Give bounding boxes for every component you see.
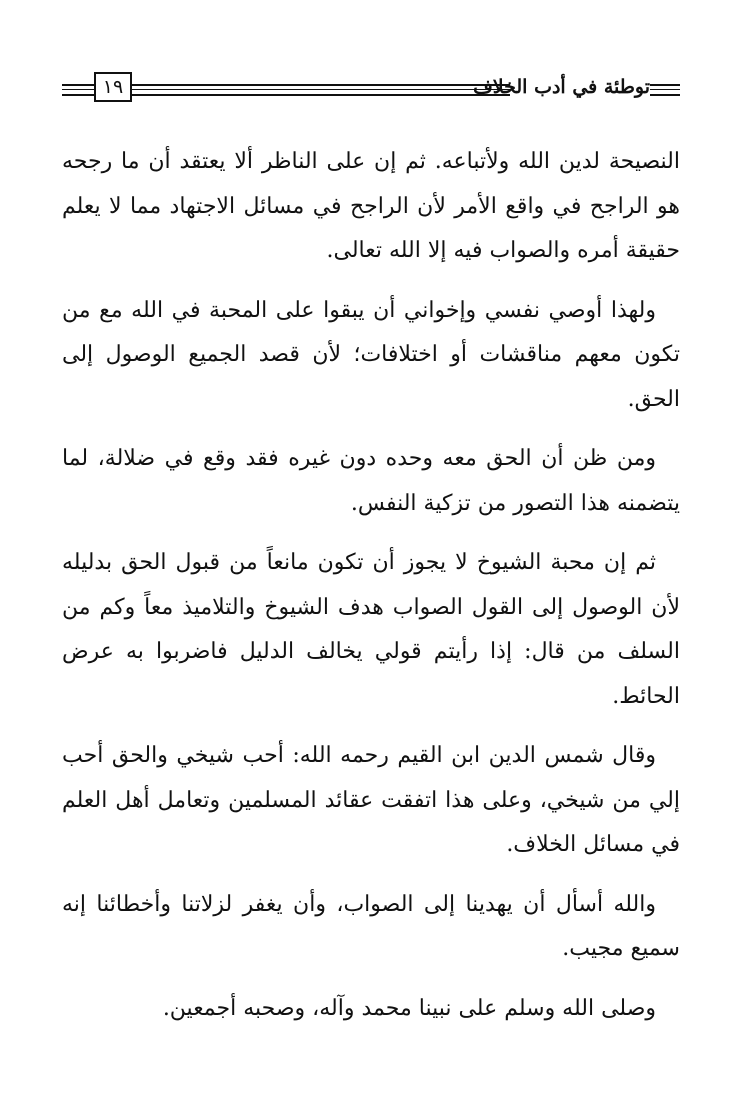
paragraph: والله أسأل أن يهدينا إلى الصواب، وأن يغفر لزلاتنا وأخطائنا إنه سميع مجيب. [62, 891, 680, 961]
page-body [62, 140, 680, 1046]
page-header [62, 72, 680, 106]
header-rule-middle [132, 84, 510, 96]
paragraph: ثم إن محبة الشيوخ لا يجوز أن تكون مانعاً من قبول الحق بدليله لأن الوصول إلى القول الصواب هدف الشيوخ والتلاميذ معاً وكم من السلف من قال: إذا رأيتم قولي يخالف الدليل فاضربوا به عرض الحائط. [62, 550, 680, 709]
header-rule-right [650, 84, 680, 96]
header-rule-left [62, 84, 94, 96]
paragraph: وقال شمس الدين ابن القيم رحمه الله: أحب شيخي والحق أحب إلي من شيخي، وعلى هذا اتفقت عقائد المسلمين وتعامل أهل العلم في مسائل الخلاف. [62, 743, 680, 857]
paragraph: ولهذا أوصي نفسي وإخواني أن يبقوا على المحبة في الله مع من تكون معهم مناقشات أو اختلافات؛ لأن قصد الجميع الوصول إلى الحق. [62, 297, 680, 412]
paragraph: النصيحة لدين الله ولأتباعه. ثم إن على الناظر ألا يعتقد أن ما رجحه هو الراجح في واقع الأمر لأن الراجح في مسائل الاجتهاد مما لا يعلم حقيقة أمره والصواب فيه إلا الله تعالى. [62, 149, 680, 263]
paragraph: وصلى الله وسلم على نبينا محمد وآله، وصحبه أجمعين. [162, 995, 656, 1021]
running-title: توطئة في أدب الخلاف [473, 76, 650, 98]
paragraph: ومن ظن أن الحق معه وحده دون غيره فقد وقع في ضلالة، لما يتضمنه هذا التصور من تزكية النفس. [62, 446, 680, 516]
page-number: ١٩ [94, 72, 132, 102]
